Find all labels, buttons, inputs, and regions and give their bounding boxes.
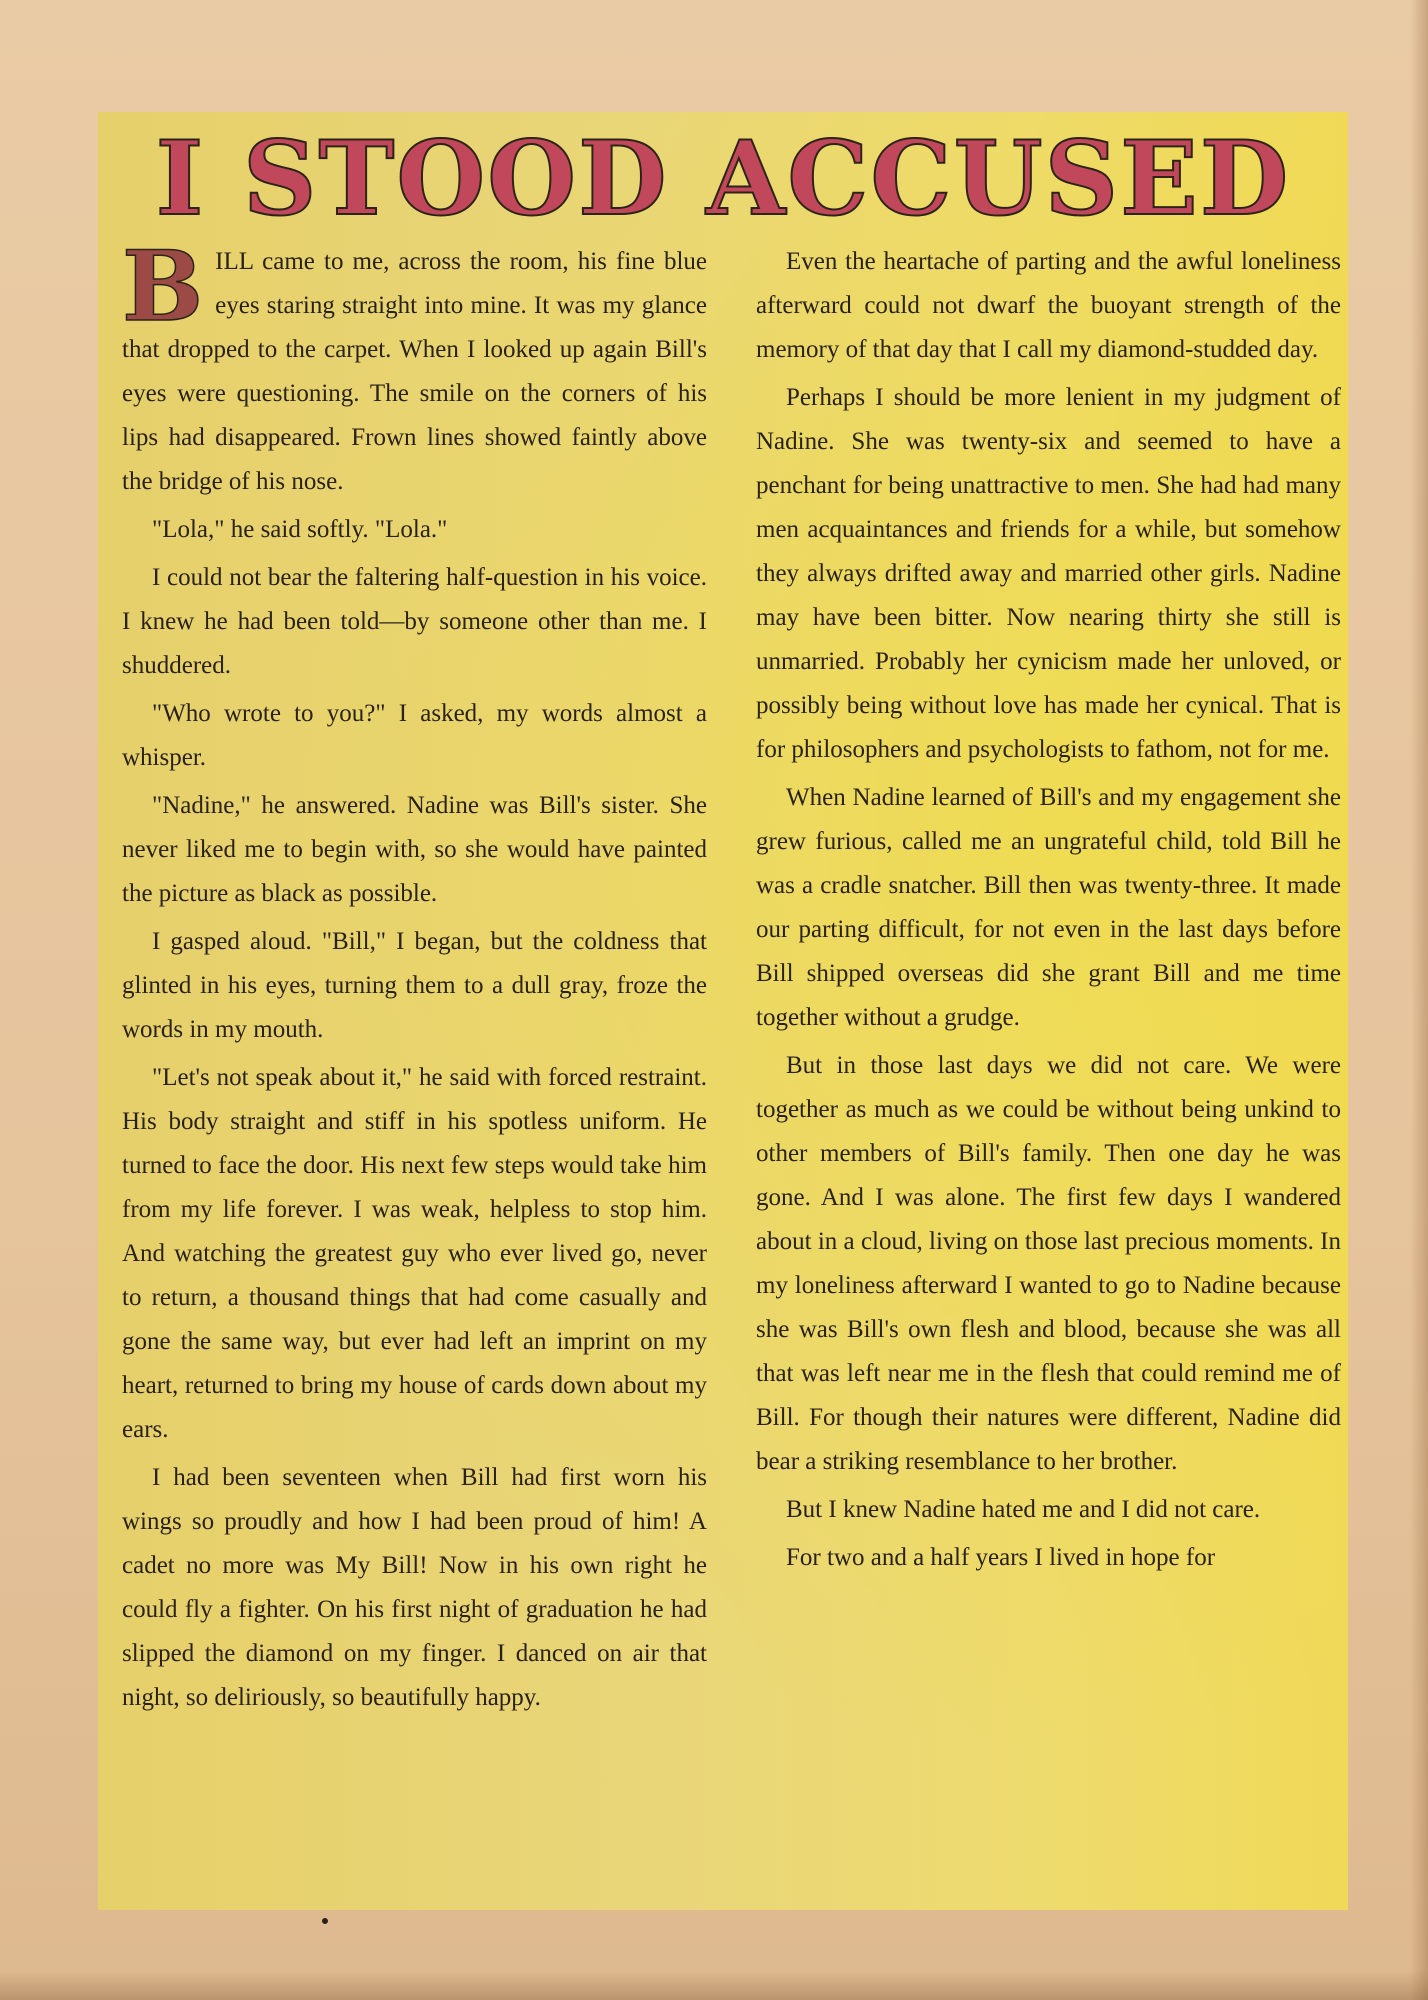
paragraph-3: I could not bear the faltering half-question in his voice. I knew he had been told—by someone other than me. I shuddered. (122, 564, 707, 679)
paragraph-12: But in those last days we did not care. We were together as much as we could be without being unkind to other members of Bill's family. Then one day he was gone. And I was alone. The first few days I wandered about in a cloud, living on those last precious moments. In my loneliness afterward I wanted to go to Nadine because she was Bill's own flesh and blood, because she was all that was left near me in the flesh that could remind me of Bill. For though their natures were different, Nadine did bear a striking resemblance to her brother. (756, 1052, 1341, 1475)
paragraph-2: "Lola," he said softly. "Lola." (152, 516, 448, 543)
paragraph-11: When Nadine learned of Bill's and my engagement she grew furious, called me an ungrateful child, told Bill he was a cradle snatcher. Bill then was twenty-three. It made our parting difficult, for not even in the last days before Bill shipped overseas did she grant Bill and me time together without a grudge. (756, 784, 1341, 1031)
paragraph-6: I gasped aloud. "Bill," I began, but the coldness that glinted in his eyes, turning them to a dull gray, froze the words in my mouth. (122, 928, 707, 1043)
left-column (122, 230, 707, 1724)
paragraph-1 (122, 230, 707, 504)
story-title: I STOOD ACCUSED (155, 119, 1291, 239)
drop-cap: B (122, 230, 204, 343)
paragraph-5: "Nadine," he answered. Nadine was Bill's sister. She never liked me to begin with, so she would have painted the picture as black as possible. (122, 792, 707, 907)
paragraph-10: Perhaps I should be more lenient in my judgment of Nadine. She was twenty-six and seemed to have a penchant for being unattractive to men. She had had many men acquaintances and friends for a while, but somehow they always drifted away and married other girls. Nadine may have been bitter. Now nearing thirty she still is unmarried. Probably her cynicism made her unloved, or possibly being without love has made her cynical. That is for philosophers and psychologists to fathom, not for me. (756, 384, 1341, 763)
story-panel (98, 112, 1348, 1910)
paragraph-4: "Who wrote to you?" I asked, my words almost a whisper. (122, 700, 707, 771)
paragraph-7: "Let's not speak about it," he said with forced restraint. His body straight and stiff in his spotless uniform. He turned to face the door. His next few steps would take him from my life forever. I was weak, helpless to stop him. And watching the greatest guy who ever lived go, never to return, a thousand things that had come casually and gone the same way, but ever had left an imprint on my heart, returned to bring my house of cards down about my ears. (122, 1064, 707, 1443)
right-column (756, 240, 1341, 1584)
page-edge-right (1410, 0, 1428, 2000)
paragraph-1-text: ILL came to me, across the room, his fine blue eyes staring straight into mine. It was my glance that dropped to the carpet. When I looked up again Bill's eyes were questioning. The smile on the corners of his lips had disappeared. Frown lines showed faintly above the bridge of his nose. (122, 248, 707, 495)
page-edge-bottom (0, 1970, 1428, 2000)
paragraph-14: For two and a half years I lived in hope for (786, 1544, 1216, 1571)
paragraph-13: But I knew Nadine hated me and I did not care. (786, 1496, 1261, 1523)
paragraph-9: Even the heartache of parting and the awful loneliness afterward could not dwarf the buoyant strength of the memory of that day that I call my diamond-studded day. (756, 248, 1341, 363)
ink-speck (322, 1918, 328, 1924)
paragraph-8: I had been seventeen when Bill had first worn his wings so proudly and how I had been proud of him! A cadet no more was My Bill! Now in his own right he could fly a fighter. On his first night of graduation he had slipped the diamond on my finger. I danced on air that night, so deliriously, so beautifully happy. (122, 1464, 707, 1711)
